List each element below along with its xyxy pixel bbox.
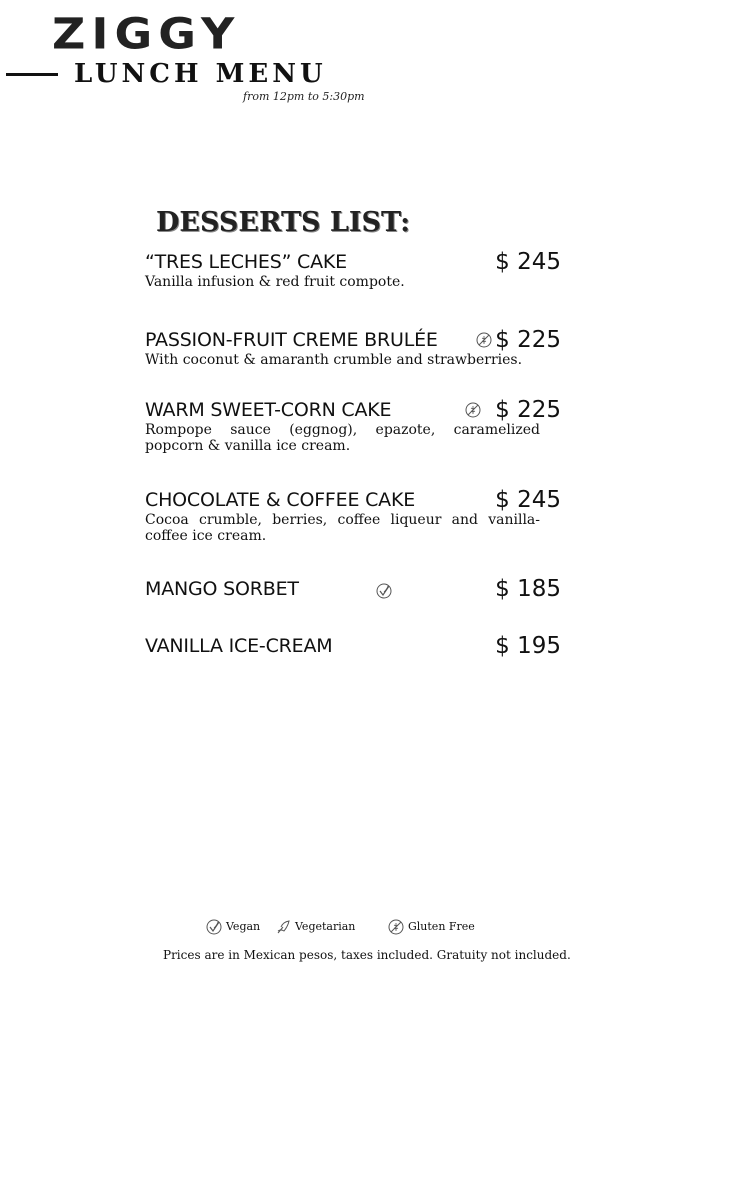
section-title: DESSERTS LIST: [156,207,411,238]
menu-item-price: $ 225 [495,327,561,353]
menu-item-description: Vanilla infusion & red fruit compote. [145,274,405,290]
menu-item-price: $ 195 [495,633,561,659]
menu-item-price: $ 185 [495,576,561,602]
menu-item-name: MANGO SORBET [145,578,299,600]
menu-hours: from 12pm to 5:30pm [243,90,365,103]
menu-item-name: CHOCOLATE & COFFEE CAKE [145,489,416,511]
header-rule [6,73,58,76]
dietary-legend [0,918,729,938]
legend-vegetarian-label: Vegetarian [295,920,356,933]
menu-item-name: “TRES LECHES” CAKE [145,251,347,273]
vegan-icon [206,919,222,935]
menu-item-description: Rompope sauce (eggnog), epazote, caramelized popcorn & vanilla ice cream. [145,422,540,454]
gluten-free-icon [465,402,481,418]
menu-item-name: VANILLA ICE-CREAM [145,635,333,657]
menu-item-name: WARM SWEET-CORN CAKE [145,399,392,421]
gluten-free-icon [388,919,404,935]
vegetarian-icon [275,919,291,935]
menu-item-name: PASSION-FRUIT CREME BRULÉE [145,329,438,351]
legend-vegan-label: Vegan [226,920,261,933]
menu-title: LUNCH MENU [74,59,327,89]
restaurant-logo: ZIGGY [52,9,241,59]
gluten-free-icon [476,332,492,348]
menu-item-price: $ 245 [495,249,561,275]
legend-gluten-free-label: Gluten Free [408,920,475,933]
pricing-note: Prices are in Mexican pesos, taxes included. Gratuity not included. [163,948,571,962]
menu-item-price: $ 225 [495,397,561,423]
menu-item-description: Cocoa crumble, berries, coffee liqueur and vanilla-coffee ice cream. [145,512,540,544]
vegan-icon [376,583,392,599]
menu-item-description: With coconut & amaranth crumble and strawberries. [145,352,523,368]
menu-item-price: $ 245 [495,487,561,513]
